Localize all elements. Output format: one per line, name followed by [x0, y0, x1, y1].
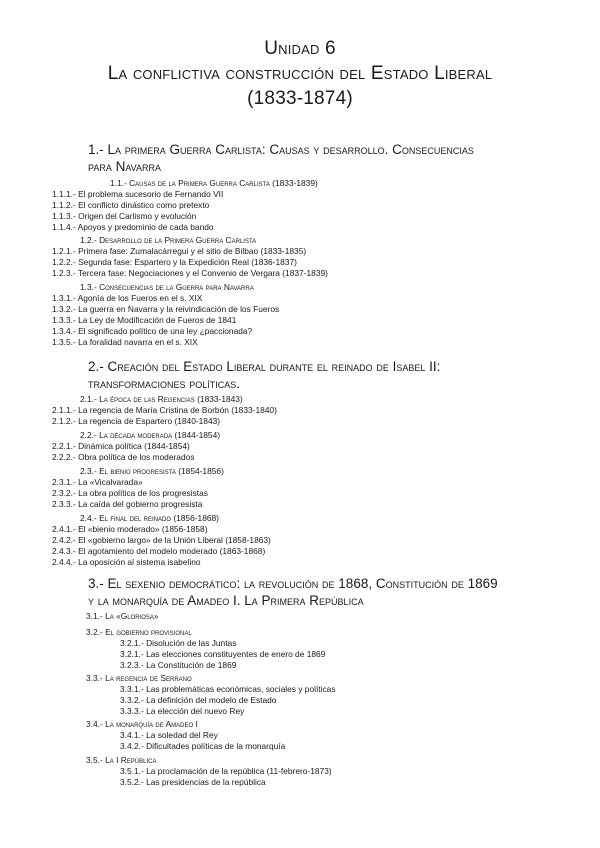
list-item: 3.3.3.- La elección del nuevo Rey — [120, 706, 245, 716]
subsection-1-3: 1.3.- Consecuencias de la Guerra para Navarra — [80, 282, 254, 292]
list-item: 2.4.4.- La oposición al sistema isabelino — [52, 557, 201, 567]
list-item: 1.1.2.- El conflicto dinástico como pretexto — [52, 200, 210, 210]
section-1-heading — [88, 141, 558, 175]
unit-title: La conflictiva construcción del Estado Liberal — [107, 63, 493, 84]
list-item: 2.3.3.- La caída del gobierno progresista — [52, 499, 203, 509]
subsection-3-5: 3.5.- La I República — [86, 755, 157, 765]
section-1-heading-line2: para Navarra — [88, 159, 162, 174]
list-item: 1.3.3.- La Ley de Modificación de Fueros de 1841 — [52, 315, 237, 325]
list-item: 1.2.1.- Primera fase: Zumalacárregui y el sitio de Bilbao (1833-1835) — [52, 246, 307, 256]
list-item: 3.4.2.- Dificultades políticas de la monarquía — [120, 741, 286, 751]
document-title — [0, 36, 600, 111]
list-item: 1.3.1.- Agonía de los Fueros en el s. XIX — [52, 293, 203, 303]
list-item: 3.5.1.- La proclamación de la república (11-febrero-1873) — [120, 766, 332, 776]
section-2-heading-line1: 2.- Creación del Estado Liberal durante el reinado de Isabel II: — [88, 359, 441, 374]
list-item: 2.2.2.- Obra política de los moderados — [52, 452, 195, 462]
subsection-3-2: 3.2.- El gobierno provisional — [86, 627, 192, 637]
section-3-heading-line2: y la monarquía de Amadeo I. La Primera República — [88, 593, 364, 608]
list-item: 3.2.3.- La Constitución de 1869 — [120, 660, 237, 670]
list-item: 1.3.2.- La guerra en Navarra y la reivindicación de los Fueros — [52, 304, 280, 314]
list-item: 2.1.1.- La regencia de María Cristina de Borbón (1833-1840) — [52, 405, 277, 415]
subsection-3-4: 3.4.- La monarquía de Amadeo I — [86, 719, 198, 729]
list-item: 3.2.1.- Las elecciones constituyentes de enero de 1869 — [120, 649, 326, 659]
section-1-heading-line1: 1.- La primera Guerra Carlista: Causas y desarrollo. Consecuencias — [88, 142, 474, 157]
subsection-2-1: 2.1.- La época de las Regencias (1833-1843) — [80, 394, 243, 404]
section-3-heading — [88, 575, 558, 609]
list-item: 2.1.2.- La regencia de Espartero (1840-1843) — [52, 416, 221, 426]
list-item: 1.3.4.- El significado político de una ley ¿paccionada? — [52, 326, 253, 336]
unit-dates: (1833-1874) — [247, 88, 353, 109]
subsection-2-2: 2.2.- La década moderada (1844-1854) — [80, 430, 221, 440]
subsection-2-4: 2.4.- El final del reinado (1856-1868) — [80, 513, 219, 523]
list-item: 2.4.1.- El «bienio moderado» (1856-1858) — [52, 524, 208, 534]
list-item: 1.2.3.- Tercera fase: Negociaciones y el Convenio de Vergara (1837-1839) — [52, 268, 328, 278]
list-item: 2.4.3.- El agotamiento del modelo moderado (1863-1868) — [52, 546, 266, 556]
subsection-3-3: 3.3.- La regencia de Serrano — [86, 673, 192, 683]
list-item: 2.3.1.- La «Vicalvarada» — [52, 477, 143, 487]
list-item: 1.1.3.- Origen del Carlismo y evolución — [52, 211, 197, 221]
list-item: 2.2.1.- Dinámica política (1844-1854) — [52, 441, 190, 451]
unit-label: Unidad 6 — [264, 38, 336, 59]
list-item: 3.3.2.- La definición del modelo de Estado — [120, 695, 277, 705]
section-2-heading — [88, 358, 558, 392]
list-item: 2.3.2.- La obra política de los progresistas — [52, 488, 208, 498]
list-item: 1.3.5.- La foralidad navarra en el s. XIX — [52, 337, 198, 347]
list-item: 2.4.2.- El «gobierno largo» de la Unión Liberal (1858-1863) — [52, 535, 271, 545]
subsection-2-3: 2.3.- El bienio progresista (1854-1856) — [80, 466, 224, 476]
list-item: 1.1.4.- Apoyos y predominio de cada bando — [52, 222, 214, 232]
subsection-3-1: 3.1.- La «Gloriosa» — [86, 611, 159, 621]
list-item: 3.5.2.- Las presidencias de la república — [120, 777, 266, 787]
subsection-1-1: 1.1.- Causas de la Primera Guerra Carlista (1833-1839) — [110, 178, 318, 188]
list-item: 3.3.1.- Las problemáticas económicas, sociales y políticas — [120, 684, 336, 694]
list-item: 3.2.1.- Disolución de las Juntas — [120, 638, 237, 648]
list-item: 1.2.2.- Segunda fase: Espartero y la Expedición Real (1836-1837) — [52, 257, 297, 267]
section-2-heading-line2: transformaciones políticas. — [88, 376, 241, 391]
list-item: 3.4.1.- La soledad del Rey — [120, 730, 218, 740]
list-item: 1.1.1.- El problema sucesorio de Fernando VII — [52, 189, 224, 199]
subsection-1-2: 1.2.- Desarrollo de la Primera Guerra Carlista — [80, 235, 257, 245]
section-3-heading-line1: 3.- El sexenio democrático: la revolución de 1868, Constitución de 1869 — [88, 576, 498, 591]
